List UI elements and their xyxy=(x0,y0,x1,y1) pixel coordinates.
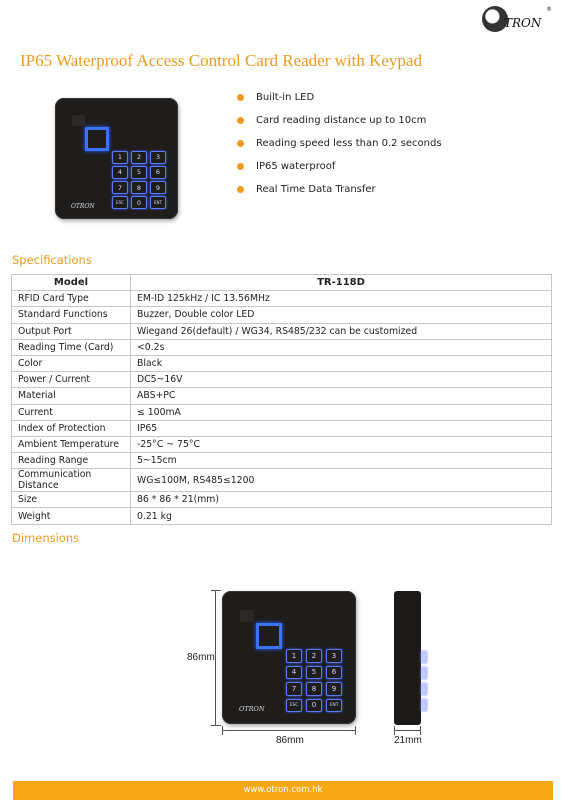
spec-label: Reading Range xyxy=(12,453,131,469)
spec-label: Output Port xyxy=(12,323,131,339)
product-image xyxy=(55,98,178,219)
feature-item xyxy=(234,157,442,180)
depth-label: 21mm xyxy=(394,735,422,746)
spec-label: Weight xyxy=(12,508,131,524)
table-row xyxy=(12,453,552,469)
feature-item xyxy=(234,180,442,203)
table-row xyxy=(12,307,552,323)
feature-text: Real Time Data Transfer xyxy=(256,184,376,195)
feature-list xyxy=(234,88,442,203)
spec-label: Reading Time (Card) xyxy=(12,339,131,355)
card-sensor-indicator xyxy=(256,623,282,649)
side-button-bump xyxy=(421,683,427,695)
header-model: Model xyxy=(12,275,131,291)
keypad xyxy=(112,151,166,209)
spec-label: Current xyxy=(12,404,131,420)
footer-bar xyxy=(13,781,553,800)
bullet-icon xyxy=(237,94,244,101)
keypad-key: 5 xyxy=(131,166,147,179)
keypad-key: 5 xyxy=(306,666,322,680)
keypad-key: 8 xyxy=(131,181,147,194)
registered-mark: ® xyxy=(546,6,552,13)
spec-label: Index of Protection xyxy=(12,420,131,436)
spec-value: 86 * 86 * 21(mm) xyxy=(131,492,552,508)
keypad-key: 1 xyxy=(112,151,128,164)
specifications-table xyxy=(11,274,552,525)
keypad-key: 2 xyxy=(306,649,322,663)
side-view-image xyxy=(394,591,421,725)
footer-url[interactable]: www.otron.com.hk xyxy=(243,785,323,795)
spec-value: Black xyxy=(131,355,552,371)
table-row xyxy=(12,323,552,339)
keypad-key: 6 xyxy=(326,666,342,680)
depth-dimension-line xyxy=(394,730,421,731)
keypad-key: 3 xyxy=(150,151,166,164)
spec-value: Buzzer, Double color LED xyxy=(131,307,552,323)
height-dimension-tick xyxy=(211,590,221,591)
spec-label: Material xyxy=(12,388,131,404)
spec-label: Size xyxy=(12,492,131,508)
depth-dimension-tick xyxy=(394,726,395,735)
keypad-key: 9 xyxy=(326,682,342,696)
table-row xyxy=(12,492,552,508)
spec-label: Ambient Temperature xyxy=(12,436,131,452)
keypad-key: 4 xyxy=(112,166,128,179)
table-row xyxy=(12,291,552,307)
specifications-heading: Specifications xyxy=(12,253,92,267)
keypad-key: ESC xyxy=(112,196,128,209)
keypad-key: 2 xyxy=(131,151,147,164)
feature-text: Card reading distance up to 10cm xyxy=(256,115,427,126)
keypad-key: 7 xyxy=(286,682,302,696)
keypad-key: 0 xyxy=(131,196,147,209)
spec-label: RFID Card Type xyxy=(12,291,131,307)
keypad-key: ESC xyxy=(286,699,302,713)
table-header-row xyxy=(12,275,552,291)
table-row xyxy=(12,404,552,420)
width-dimension-tick xyxy=(222,726,223,735)
keypad-key: 7 xyxy=(112,181,128,194)
bullet-icon xyxy=(237,186,244,193)
height-dimension-line xyxy=(215,590,216,726)
keypad-key: 4 xyxy=(286,666,302,680)
bullet-icon xyxy=(237,140,244,147)
side-button-bump xyxy=(421,699,427,711)
spec-value: ABS+PC xyxy=(131,388,552,404)
otron-logo xyxy=(482,6,552,40)
feature-text: IP65 waterproof xyxy=(256,161,336,172)
dimensions-diagram xyxy=(0,560,566,760)
side-button-bump xyxy=(421,667,427,679)
bullet-icon xyxy=(237,163,244,170)
table-row xyxy=(12,420,552,436)
table-row xyxy=(12,355,552,371)
spec-value: IP65 xyxy=(131,420,552,436)
spec-label: Power / Current xyxy=(12,372,131,388)
spec-value: WG≤100M, RS485≤1200 xyxy=(131,469,552,492)
spec-label: Standard Functions xyxy=(12,307,131,323)
width-dimension-line xyxy=(222,730,356,731)
spec-value: -25°C ~ 75°C xyxy=(131,436,552,452)
table-row xyxy=(12,388,552,404)
reader-led-window xyxy=(240,610,254,622)
keypad-key: ENT xyxy=(150,196,166,209)
table-row xyxy=(12,372,552,388)
side-button-bump xyxy=(421,651,427,663)
spec-value: DC5~16V xyxy=(131,372,552,388)
spec-value: <0.2s xyxy=(131,339,552,355)
spec-value: 0.21 kg xyxy=(131,508,552,524)
height-dimension-tick xyxy=(211,725,221,726)
spec-value: ≤ 100mA xyxy=(131,404,552,420)
card-sensor-indicator xyxy=(85,127,109,151)
feature-text: Reading speed less than 0.2 seconds xyxy=(256,138,442,149)
keypad-key: 3 xyxy=(326,649,342,663)
spec-label: Communication Distance xyxy=(12,469,131,492)
feature-text: Built-in LED xyxy=(256,92,315,103)
page-title: IP65 Waterproof Access Control Card Reader with Keypad xyxy=(20,51,422,70)
reader-brand-mark: OTRON xyxy=(239,705,265,713)
keypad-key: 9 xyxy=(150,181,166,194)
dimensions-heading: Dimensions xyxy=(12,531,80,545)
keypad xyxy=(286,649,342,712)
spec-value: 5~15cm xyxy=(131,453,552,469)
table-row xyxy=(12,469,552,492)
keypad-key: 8 xyxy=(306,682,322,696)
bullet-icon xyxy=(237,117,244,124)
feature-item xyxy=(234,88,442,111)
spec-label: Color xyxy=(12,355,131,371)
reader-brand-mark: OTRON xyxy=(71,203,95,210)
height-label: 86mm xyxy=(187,652,215,663)
logo-text: TRON xyxy=(504,16,542,30)
feature-item xyxy=(234,111,442,134)
keypad-key: ENT xyxy=(326,699,342,713)
keypad-key: 0 xyxy=(306,699,322,713)
reader-led-window xyxy=(72,115,85,126)
header-model-number: TR-118D xyxy=(131,275,552,291)
width-dimension-tick xyxy=(355,726,356,735)
table-row xyxy=(12,436,552,452)
spec-value: Wiegand 26(default) / WG34, RS485/232 can be customized xyxy=(131,323,552,339)
spec-value: EM-ID 125kHz / IC 13.56MHz xyxy=(131,291,552,307)
keypad-key: 6 xyxy=(150,166,166,179)
keypad-key: 1 xyxy=(286,649,302,663)
feature-item xyxy=(234,134,442,157)
depth-dimension-tick xyxy=(420,726,421,735)
table-row xyxy=(12,339,552,355)
width-label: 86mm xyxy=(276,735,304,746)
table-row xyxy=(12,508,552,524)
front-view-image xyxy=(222,591,356,724)
